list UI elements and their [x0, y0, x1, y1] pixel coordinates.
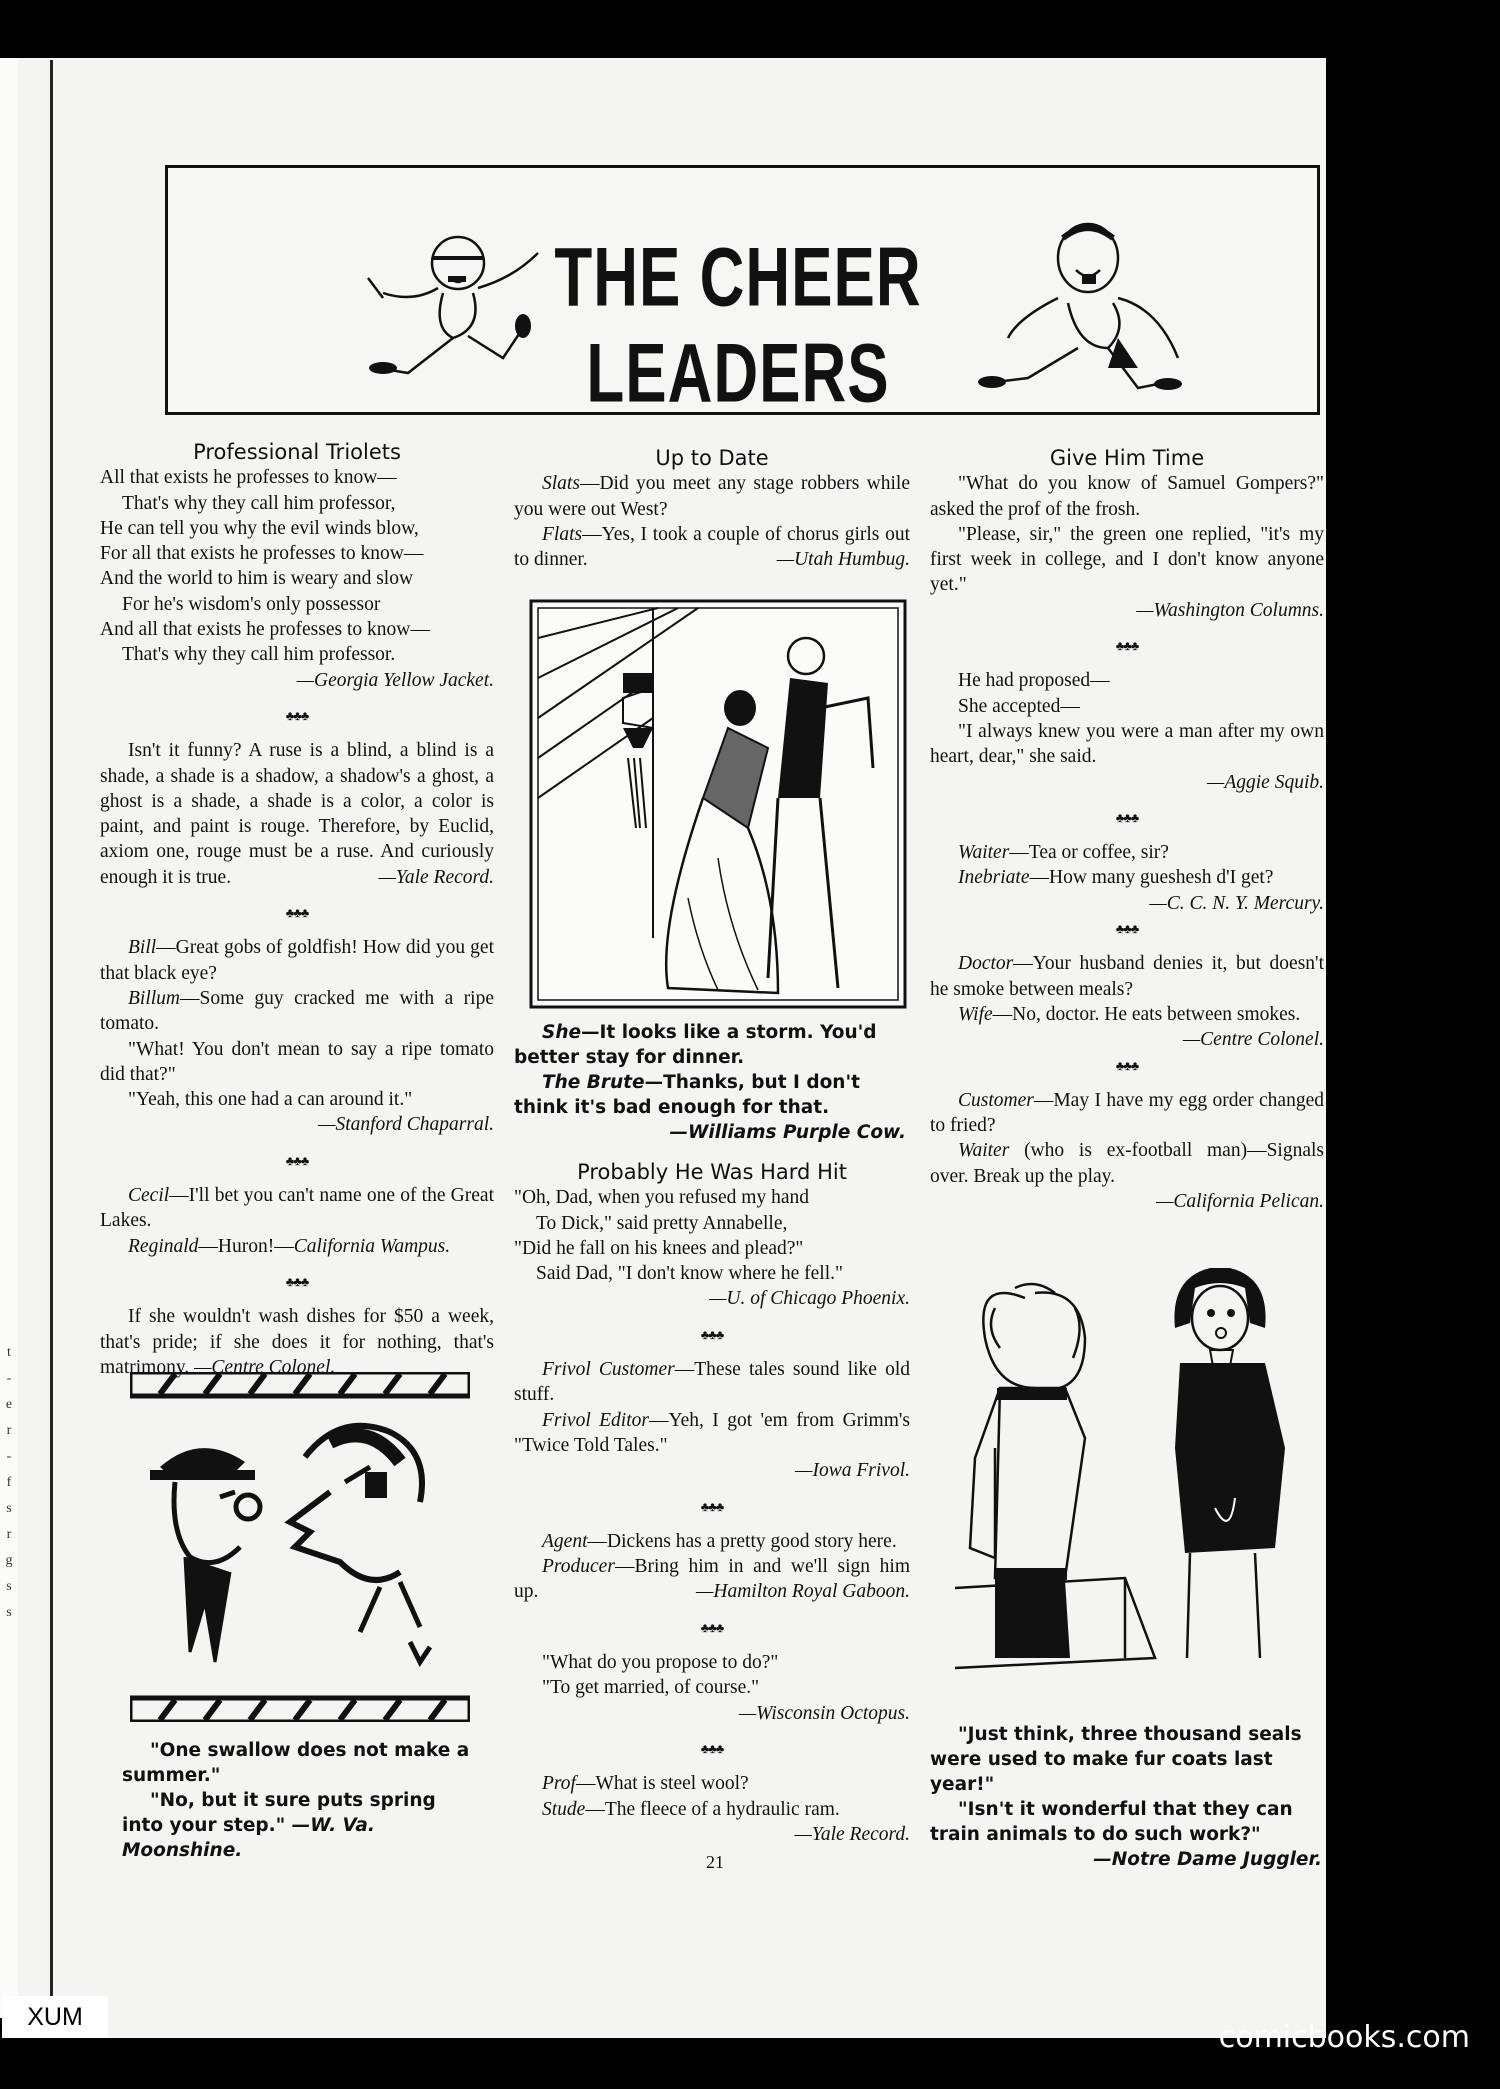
verse-line: For all that exists he professes to know— [100, 543, 424, 565]
middle-column-lower [514, 1160, 910, 1847]
hardhit-heading: Probably He Was Hard Hit [577, 1160, 847, 1184]
joke-line: Frivol Editor—Yeh, I got 'em from Grimm's "Twice Told Tales." [514, 1409, 910, 1456]
attribution: —Notre Dame Juggler. [1093, 1849, 1322, 1870]
page-number: 21 [706, 1852, 724, 1872]
joke-line: Cecil—I'll bet you can't name one of the Great Lakes. [100, 1185, 494, 1232]
right-column [930, 446, 1324, 1214]
joke-line: "What do you know of Samuel Gompers?" asked the prof of the frosh. [930, 473, 1324, 520]
cheerleader-right-drawing [978, 208, 1198, 398]
joke-line: Agent—Dickens has a pretty good story here. [542, 1530, 897, 1552]
caption-line: She—It looks like a storm. You'd better stay for dinner. [514, 1022, 877, 1068]
joke-line: Wife—No, doctor. He eats between smokes. —Centre Colonel. [958, 1003, 1324, 1051]
verse-line: And the world to him is weary and slow [100, 568, 414, 590]
scan-tag: XUM [2, 1996, 108, 2038]
separator-ornament: ♣♣♣ [700, 1740, 724, 1756]
attribution: —U. of Chicago Phoenix. [709, 1288, 910, 1310]
swallow-caption [122, 1738, 482, 1863]
separator-ornament: ♣♣♣ [1115, 638, 1139, 654]
joke-line: "What do you propose to do?" [542, 1652, 779, 1674]
joke-line: Flats—Yes, I took a couple of chorus girls out to dinner. —Utah Humbug. [514, 523, 910, 571]
joke-line: He had proposed— [958, 670, 1110, 692]
verse-line: "Oh, Dad, when you refused my hand [514, 1187, 809, 1209]
joke-line: She accepted— [958, 695, 1080, 717]
separator-ornament: ♣♣♣ [1115, 1057, 1139, 1073]
ruse-joke: Isn't it funny? A ruse is a blind, a blind is a shade, a shade is a shadow, a shadow's a ghost, a ghost is a shade, a shade is a color, a color is paint, and paint is rouge. Therefore, by Euclid, axiom one, rouge must be a ruse. And curiously enough it is true. —Yale Record. [100, 740, 494, 888]
previous-page-edge [0, 58, 18, 2018]
binding-line [50, 60, 53, 2030]
separator-ornament: ♣♣♣ [700, 1619, 724, 1635]
caption-line: "One swallow does not make a summer." [122, 1740, 470, 1786]
attribution: —Washington Columns. [1136, 599, 1324, 621]
joke-line: Prof—What is steel wool? [542, 1773, 749, 1795]
triolets-heading: Professional Triolets [193, 440, 401, 464]
left-column [100, 440, 494, 1380]
caption-line: "No, but it sure puts spring into your step." —W. Va. Moonshine. [122, 1790, 436, 1861]
fur-coats-caption [930, 1722, 1322, 1872]
triolets-verse [100, 465, 494, 667]
joke-line: Doctor—Your husband denies it, but doesn't he smoke between meals? [930, 953, 1324, 1000]
verse-line: All that exists he professes to know— [100, 467, 397, 489]
middle-column [514, 446, 910, 572]
separator-ornament: ♣♣♣ [285, 1152, 309, 1168]
attribution: —California Pelican. [1156, 1191, 1324, 1213]
verse-line: That's why they call him professor. [122, 644, 396, 666]
storm-dance-cartoon [528, 598, 908, 1010]
attribution: —Aggie Squib. [1207, 771, 1324, 793]
joke-line: "Yeah, this one had a can around it." [128, 1089, 413, 1111]
verse-line: He can tell you why the evil winds blow, [100, 517, 419, 539]
header-banner [165, 165, 1320, 421]
separator-ornament: ♣♣♣ [285, 1273, 309, 1289]
verse-line: That's why they call him professor, [122, 492, 396, 514]
previous-page-margin-letters: t - e r - f s r g s s [5, 1345, 13, 1620]
joke-line: Billum—Some guy cracked me with a ripe tomato. [100, 987, 494, 1035]
joke-line: Waiter—Tea or coffee, sir? [958, 842, 1169, 864]
separator-ornament: ♣♣♣ [1115, 809, 1139, 825]
caption-line: "Just think, three thousand seals were used to make fur coats last year!" [930, 1724, 1302, 1795]
caption-line: "Isn't it wonderful that they can train animals to do such work?" [930, 1799, 1293, 1845]
separator-ornament: ♣♣♣ [700, 1326, 724, 1342]
storm-dance-caption [514, 1020, 906, 1145]
attribution: —Wisconsin Octopus. [738, 1702, 910, 1724]
joke-line: Bill—Great gobs of goldfish! How did you get that black eye? [100, 937, 494, 984]
joke-line: Customer—May I have my egg order changed to fried? [930, 1089, 1324, 1137]
joke-line: "What! You don't mean to say a ripe tomato did that?" [100, 1038, 494, 1085]
separator-ornament: ♣♣♣ [285, 905, 309, 921]
caption-line: The Brute—Thanks, but I don't think it's bad enough for that. [514, 1072, 860, 1118]
attribution: —Williams Purple Cow. [669, 1122, 906, 1143]
uptodate-heading: Up to Date [655, 446, 769, 470]
verse-line: "Did he fall on his knees and plead?" [514, 1237, 804, 1259]
verse-line: And all that exists he professes to know— [100, 619, 430, 641]
separator-ornament: ♣♣♣ [1115, 921, 1139, 937]
verse-line: To Dick," said pretty Annabelle, [536, 1212, 788, 1234]
fur-coats-cartoon [955, 1248, 1295, 1698]
watermark: comicbooks.com [1218, 2020, 1470, 2055]
joke-line: Reginald—Huron!—California Wampus. [128, 1235, 451, 1257]
attribution: —Georgia Yellow Jacket. [296, 669, 494, 691]
swallow-cartoon [130, 1372, 470, 1722]
joke-line: "Please, sir," the green one replied, "it's my first week in college, and I don't know anyone yet." [930, 523, 1324, 596]
verse-line: Said Dad, "I don't know where he fell." [536, 1263, 843, 1285]
dishes-joke: If she wouldn't wash dishes for $50 a week, that's pride; if she does it for nothing, that's matrimony. —Centre Colonel. [100, 1306, 494, 1378]
verse-line: For he's wisdom's only possessor [122, 593, 381, 615]
hardhit-verse [514, 1185, 910, 1286]
separator-ornament: ♣♣♣ [285, 707, 309, 723]
joke-line: Inebriate—How many gueshesh d'I get? —C. C. N. Y. Mercury. [958, 867, 1324, 914]
joke-line: "I always knew you were a man after my own heart, dear," she said. [930, 720, 1324, 768]
header-title: THE CHEER LEADERS [554, 231, 922, 421]
joke-line: Slats—Did you meet any stage robbers while you were out West? [514, 473, 910, 520]
joke-line: Frivol Customer—These tales sound like old stuff. [514, 1359, 910, 1406]
givehimtime-heading: Give Him Time [1049, 446, 1205, 470]
joke-line: "To get married, of course." [542, 1677, 760, 1699]
attribution: —Iowa Frivol. [795, 1460, 910, 1482]
joke-line: Producer—Bring him in and we'll sign him up. —Hamilton Royal Gaboon. [514, 1556, 910, 1603]
joke-line: Stude—The fleece of a hydraulic ram. [542, 1798, 840, 1820]
attribution: —Yale Record. [794, 1823, 910, 1845]
joke-line: Waiter (who is ex-football man)—Signals over. Break up the play. [930, 1140, 1324, 1187]
attribution: —Stanford Chaparral. [318, 1114, 494, 1136]
separator-ornament: ♣♣♣ [700, 1498, 724, 1514]
